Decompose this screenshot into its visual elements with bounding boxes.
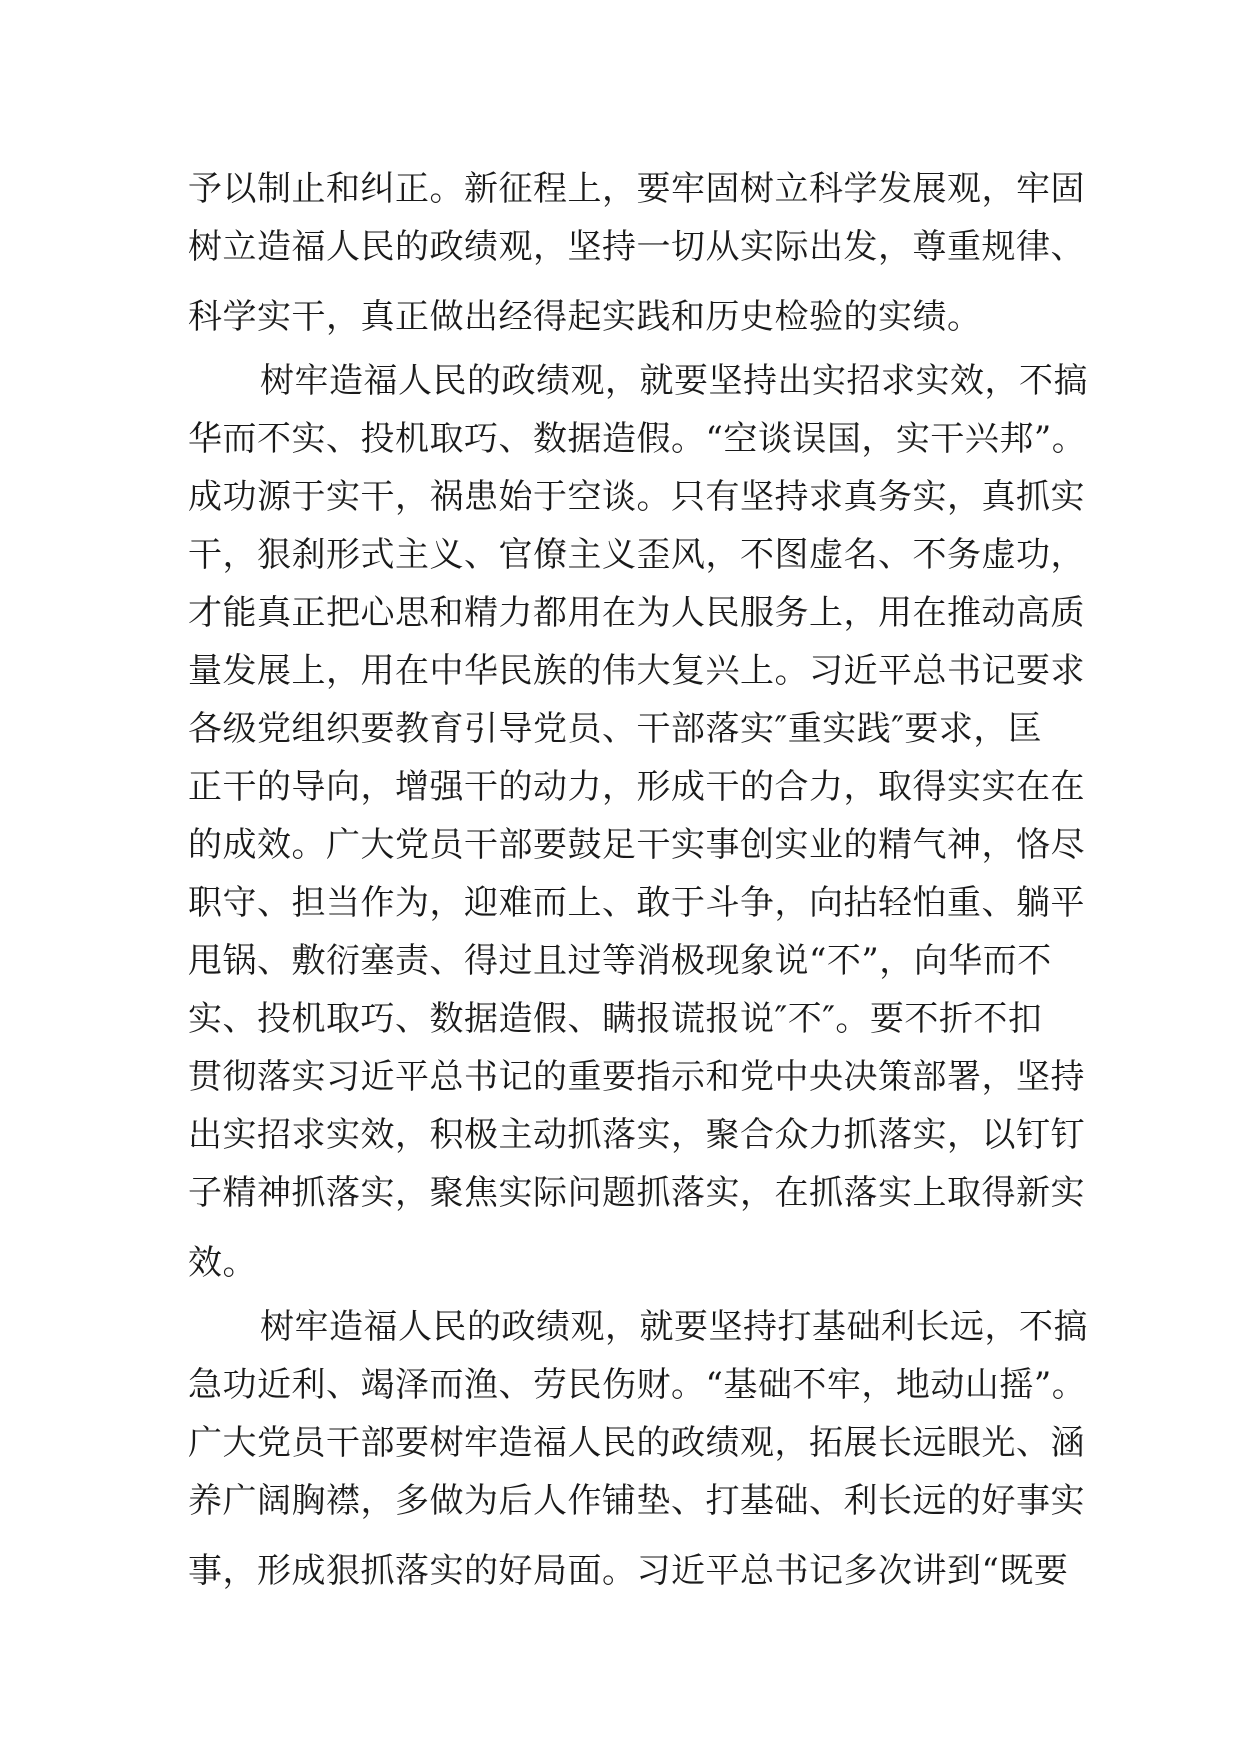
text-line: 事，形成狠抓落实的好局面。习近平总书记多次讲到“既要: [188, 1551, 1069, 1591]
text-line: 养广阔胸襟，多做为后人作铺垫、打基础、利长远的好事实: [188, 1481, 1085, 1521]
text-line: 干，狠刹形式主义、官僚主义歪风，不图虚名、不务虚功，: [188, 535, 1085, 575]
text-line: 才能真正把心思和精力都用在为人民服务上，用在推动高质: [188, 593, 1085, 633]
text-line: 实、投机取巧、数据造假、瞒报谎报说″不″。要不折不扣: [188, 999, 1043, 1039]
text-line: 各级党组织要教育引导党员、干部落实″重实践″要求，匡: [188, 709, 1043, 749]
text-line: 的成效。广大党员干部要鼓足干实事创实业的精气神，恪尽: [188, 825, 1085, 865]
paragraph-first-line: 树牢造福人民的政绩观，就要坚持打基础利长远，不搞: [260, 1307, 1088, 1347]
text-line: 急功近利、竭泽而渔、劳民伤财。“基础不牢，地动山摇”。: [188, 1365, 1087, 1405]
text-line: 职守、担当作为，迎难而上、敢于斗争，向拈轻怕重、躺平: [188, 883, 1085, 923]
text-line: 量发展上，用在中华民族的伟大复兴上。习近平总书记要求: [188, 651, 1085, 691]
text-line: 子精神抓落实，聚焦实际问题抓落实，在抓落实上取得新实: [188, 1173, 1085, 1213]
text-line: 予以制止和纠正。新征程上，要牢固树立科学发展观，牢固: [188, 169, 1085, 209]
paragraph-first-line: 树牢造福人民的政绩观，就要坚持出实招求实效，不搞: [260, 361, 1088, 401]
text-line: 广大党员干部要树牢造福人民的政绩观，拓展长远眼光、涵: [188, 1423, 1085, 1463]
text-line: 华而不实、投机取巧、数据造假。“空谈误国，实干兴邦”。: [188, 419, 1087, 459]
document-body: [188, 163, 1088, 1597]
text-line: 贯彻落实习近平总书记的重要指示和党中央决策部署，坚持: [188, 1057, 1085, 1097]
text-line: 科学实干，真正做出经得起实践和历史检验的实绩。: [188, 297, 982, 337]
text-line: 效。: [188, 1243, 257, 1283]
text-line: 正干的导向，增强干的动力，形成干的合力，取得实实在在: [188, 767, 1085, 807]
text-line: 甩锅、敷衍塞责、得过且过等消极现象说“不”，向华而不: [188, 941, 1052, 981]
text-line: 出实招求实效，积极主动抓落实，聚合众力抓落实，以钉钉: [188, 1115, 1085, 1155]
text-line: 树立造福人民的政绩观，坚持一切从实际出发，尊重规律、: [188, 227, 1085, 267]
text-line: 成功源于实干，祸患始于空谈。只有坚持求真务实，真抓实: [188, 477, 1085, 517]
